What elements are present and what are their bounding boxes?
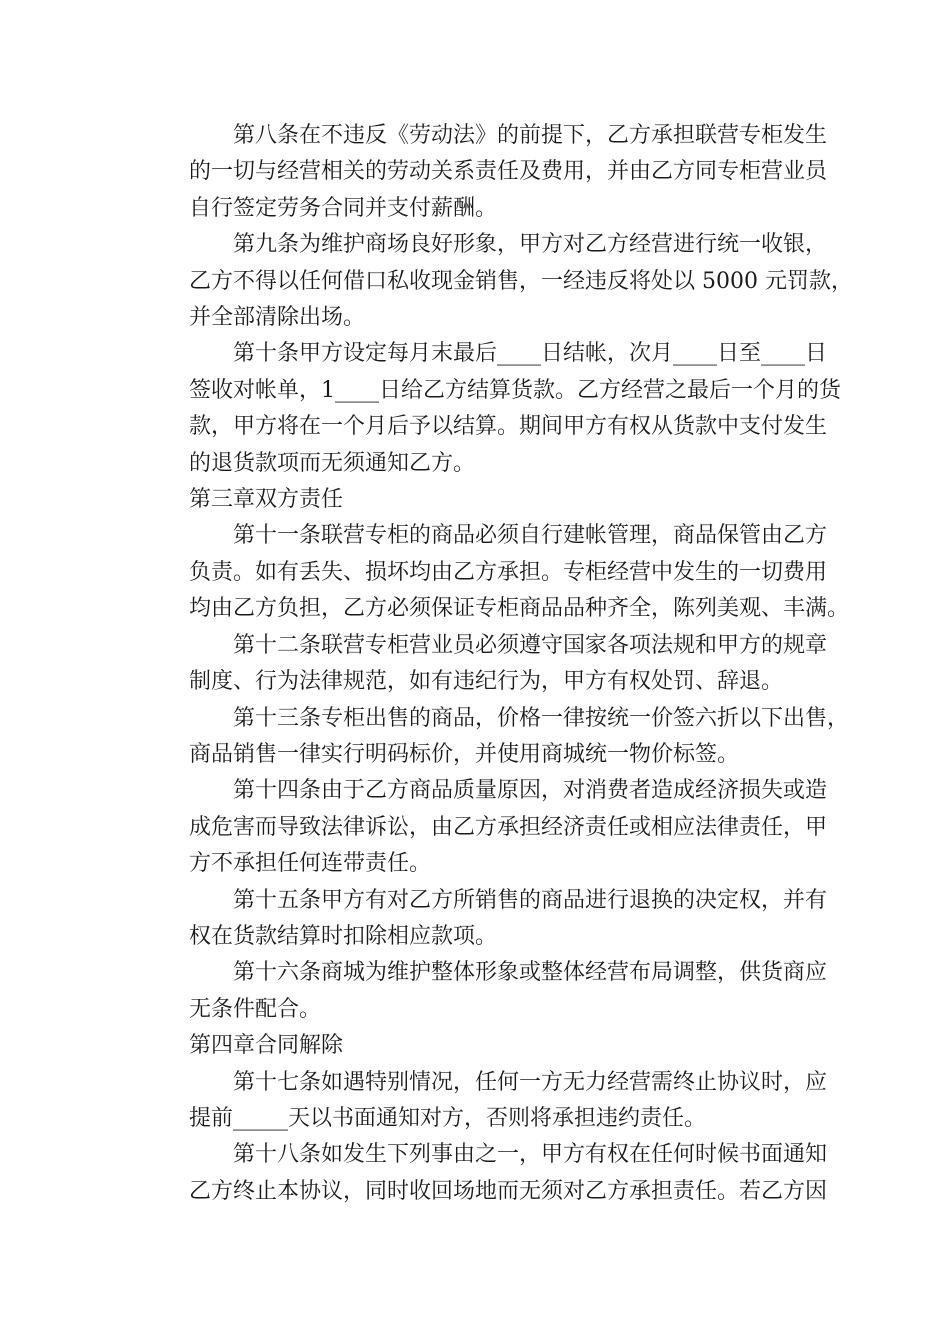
article-18 <box>145 1137 828 1210</box>
text-line: 第十八条如发生下列事由之一，甲方有权在任何时候书面通知 <box>233 1142 828 1168</box>
text-line: 签收对帐单，1____日给乙方结算货款。乙方经营之最后一个月的货 <box>189 377 841 403</box>
text-line: 无条件配合。 <box>189 996 322 1022</box>
chapter-4-heading: 第四章合同解除 <box>189 1033 344 1059</box>
text-line: 第十三条专柜出售的商品，价格一律按统一价签六折以下出售， <box>233 705 850 731</box>
article-15 <box>145 883 828 956</box>
text-line: 第九条为维护商场良好形象，甲方对乙方经营进行统一收银， <box>233 232 828 258</box>
article-10 <box>145 336 841 482</box>
text-line: 第十四条由于乙方商品质量原因，对消费者造成经济损失或造 <box>233 778 828 804</box>
text-line: 第十二条联营专柜营业员必须遵守国家各项法规和甲方的规章 <box>233 632 828 658</box>
article-13 <box>145 701 850 774</box>
text-line: 款，甲方将在一个月后予以结算。期间甲方有权从货款中支付发生 <box>189 414 828 440</box>
text-line: 均由乙方负担，乙方必须保证专柜商品品种齐全，陈列美观、丰满。 <box>189 596 850 622</box>
text-line: 制度、行为法律规范，如有违纪行为，甲方有权处罚、辞退。 <box>189 669 784 695</box>
text-line: 乙方终止本协议，同时收回场地而无须对乙方承担责任。若乙方因 <box>189 1178 828 1204</box>
document-body <box>145 118 853 1210</box>
text-line: 负责。如有丢失、损坏均由乙方承担。专柜经营中发生的一切费用 <box>189 559 828 585</box>
text-line: 第十七条如遇特别情况，任何一方无力经营需终止协议时，应 <box>233 1069 828 1095</box>
article-17 <box>145 1065 828 1138</box>
article-12 <box>145 628 828 701</box>
article-16 <box>145 955 828 1028</box>
article-14 <box>145 773 828 882</box>
text-line: 第十六条商城为维护整体形象或整体经营布局调整，供货商应 <box>233 960 828 986</box>
chapter-3-heading: 第三章双方责任 <box>189 487 344 513</box>
article-9 <box>145 227 853 336</box>
text-line: 商品销售一律实行明码标价，并使用商城统一物价标签。 <box>189 741 740 767</box>
article-8 <box>145 118 828 227</box>
text-line: 的退货款项而无须通知乙方。 <box>189 450 476 476</box>
text-line: 乙方不得以任何借口私收现金销售，一经违反将处以 5000 元罚款， <box>189 268 853 294</box>
article-11 <box>145 518 850 627</box>
text-line: 第八条在不违反《劳动法》的前提下，乙方承担联营专柜发生 <box>233 123 828 148</box>
text-line: 的一切与经营相关的劳动关系责任及费用，并由乙方同专柜营业员 <box>189 159 828 185</box>
text-line: 方不承担任何连带责任。 <box>189 851 432 877</box>
text-line: 并全部清除出场。 <box>189 305 366 331</box>
text-line: 第十一条联营专柜的商品必须自行建帐管理，商品保管由乙方 <box>233 523 828 549</box>
text-line: 第十条甲方设定每月末最后____日结帐，次月____日至____日 <box>233 341 828 367</box>
text-line: 自行签定劳务合同并支付薪酬。 <box>189 195 498 221</box>
text-line: 成危害而导致法律诉讼，由乙方承担经济责任或相应法律责任，甲 <box>189 814 828 840</box>
text-line: 权在货款结算时扣除相应款项。 <box>189 923 498 949</box>
text-line: 提前_____天以书面通知对方，否则将承担违约责任。 <box>189 1105 707 1131</box>
text-line: 第十五条甲方有对乙方所销售的商品进行退换的决定权，并有 <box>233 887 828 913</box>
